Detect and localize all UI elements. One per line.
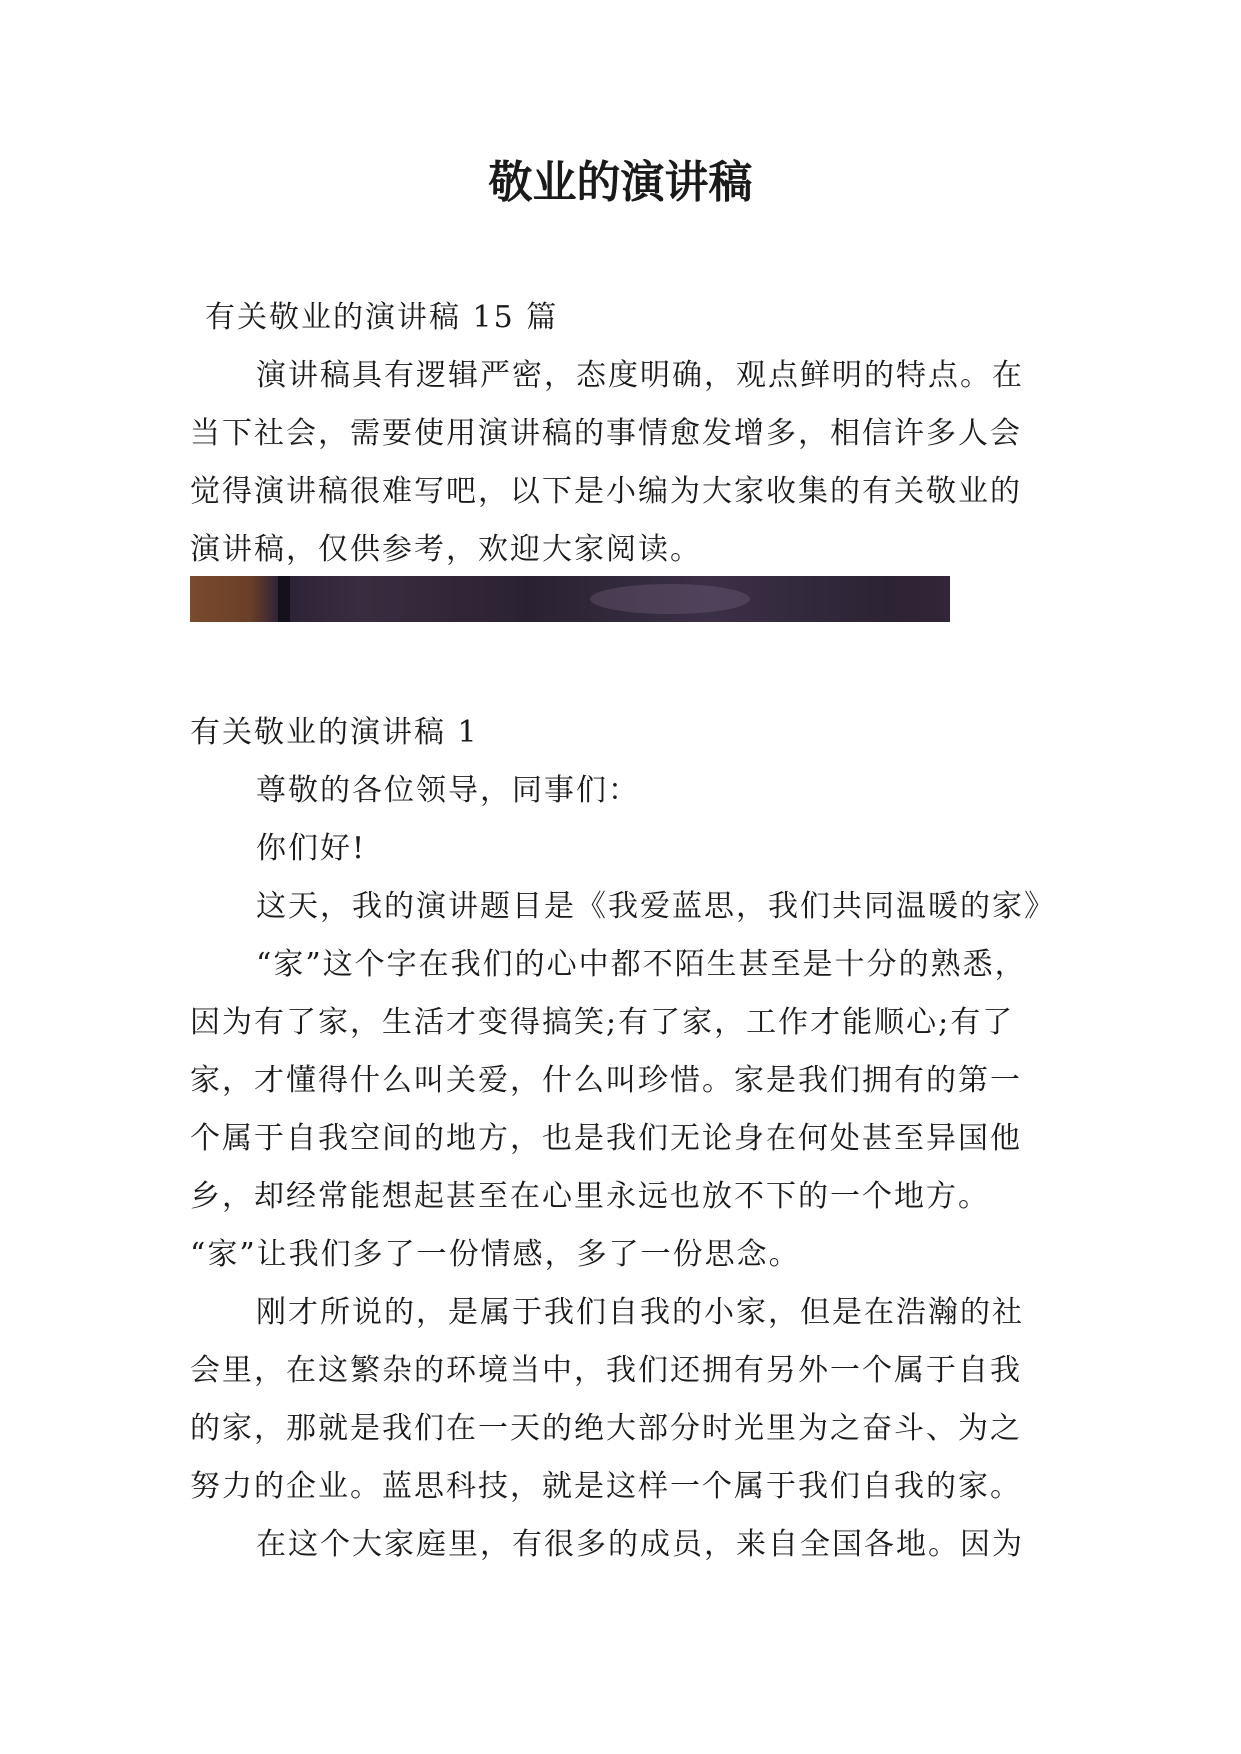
body-line: 在这个大家庭里，有很多的成员，来自全国各地。因为	[256, 1527, 1024, 1562]
intro-line: 觉得演讲稿很难写吧，以下是小编为大家收集的有关敬业的	[190, 474, 1022, 509]
document-subtitle: 有关敬业的演讲稿 15 篇	[205, 300, 559, 335]
body-line: “家”这个字在我们的心中都不陌生甚至是十分的熟悉，	[256, 947, 1027, 982]
body-line: 个属于自我空间的地方，也是我们无论身在何处甚至异国他	[190, 1121, 1022, 1156]
intro-line: 当下社会，需要使用演讲稿的事情愈发增多，相信许多人会	[190, 416, 1022, 451]
page-title: 敬业的演讲稿	[488, 157, 753, 208]
photo-band	[278, 576, 290, 622]
body-line: 尊敬的各位领导，同事们：	[256, 773, 640, 808]
body-line: 会里，在这繁杂的环境当中，我们还拥有另外一个属于自我	[190, 1353, 1022, 1388]
cropped-photo	[190, 576, 950, 622]
body-line: “家”让我们多了一份情感，多了一份思念。	[190, 1237, 801, 1272]
body-line: 因为有了家，生活才变得搞笑;有了家，工作才能顺心;有了	[190, 1005, 1015, 1040]
section-heading: 有关敬业的演讲稿 1	[190, 715, 479, 750]
body-line: 刚才所说的，是属于我们自我的小家，但是在浩瀚的社	[256, 1295, 1024, 1330]
body-line: 你们好!	[256, 831, 367, 866]
body-line: 努力的企业。蓝思科技，就是这样一个属于我们自我的家。	[190, 1469, 1022, 1504]
photo-highlight	[590, 584, 750, 614]
body-line: 这天，我的演讲题目是《我爱蓝思，我们共同温暖的家》	[256, 889, 1056, 924]
body-line: 家，才懂得什么叫关爱，什么叫珍惜。家是我们拥有的第一	[190, 1063, 1022, 1098]
intro-line: 演讲稿，仅供参考，欢迎大家阅读。	[190, 532, 702, 567]
intro-line: 演讲稿具有逻辑严密，态度明确，观点鲜明的特点。在	[256, 358, 1024, 393]
body-line: 乡，却经常能想起甚至在心里永远也放不下的一个地方。	[190, 1179, 990, 1214]
body-line: 的家，那就是我们在一天的绝大部分时光里为之奋斗、为之	[190, 1411, 1022, 1446]
